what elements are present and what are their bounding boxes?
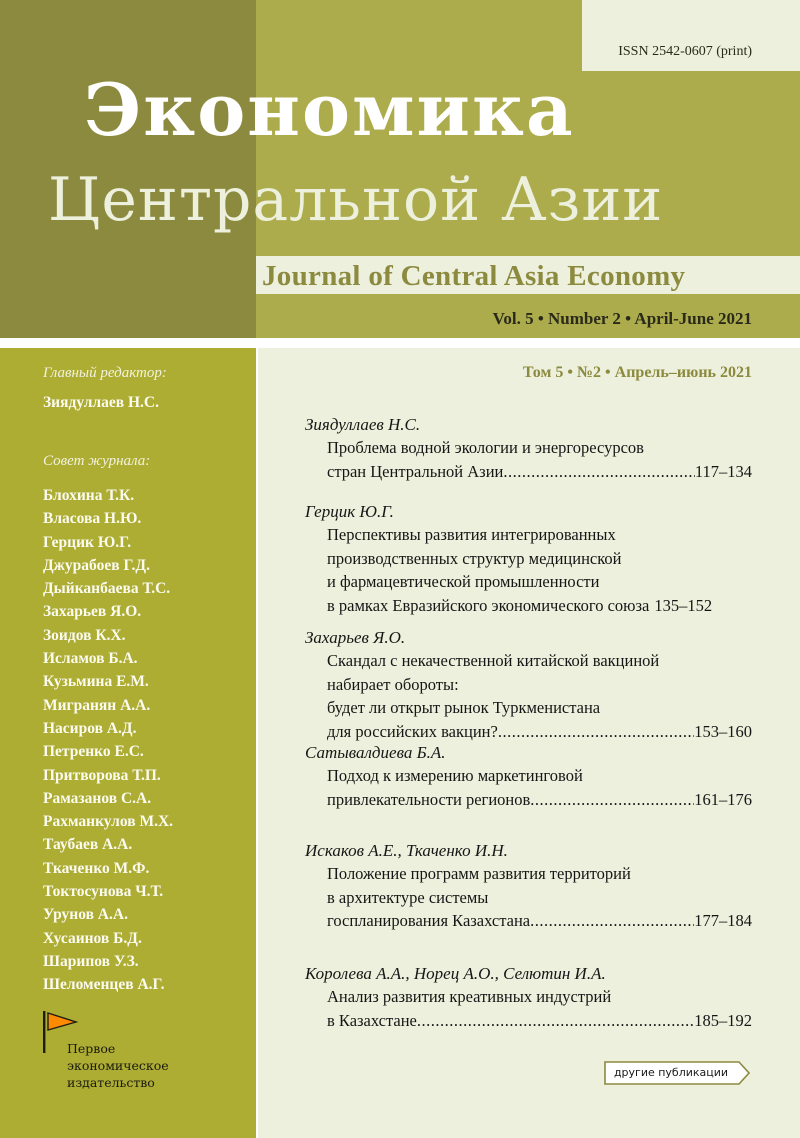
board-member: Притворова Т.П.: [43, 766, 161, 784]
article-title-line: Проблема водной экологии и энергоресурсов: [327, 438, 644, 457]
article-pages: 135–152: [654, 595, 713, 615]
board-member: Ткаченко М.Ф.: [43, 859, 150, 877]
board-label: Совет журнала:: [43, 453, 151, 469]
article-title-line: Скандал с некачественной китайской вакциной: [327, 651, 660, 670]
article-title-line: Подход к измерению маркетинговой: [327, 766, 583, 785]
article-title-line: привлекательности регионов: [327, 789, 531, 809]
article-title-last-line: [305, 788, 752, 812]
board-member: Таубаев А.А.: [43, 836, 133, 854]
editor-name: Зиядуллаев Н.С.: [43, 394, 159, 411]
article-title-last-line: [305, 720, 752, 744]
toc-entry[interactable]: [305, 501, 752, 617]
divider: [0, 338, 800, 348]
article-pages: 153–160: [694, 721, 752, 741]
journal-title-en: Journal of Central Asia Economy: [262, 260, 686, 292]
issue-info-ru: Том 5 • №2 • Апрель–июнь 2021: [522, 364, 752, 381]
board-member: Дыйканбаева Т.С.: [43, 580, 171, 598]
article-title-line: Положение программ развития территорий: [327, 864, 631, 883]
article-title-line: набирает обороты:: [327, 674, 459, 694]
article-title-last-line: [305, 594, 752, 618]
article-authors: Зиядуллаев Н.С.: [305, 415, 421, 434]
more-publications-button[interactable]: [604, 1061, 750, 1085]
board-member: Рахманкулов М.Х.: [43, 813, 174, 831]
toc-entry[interactable]: [305, 840, 752, 933]
board-member: Мигранян А.А.: [43, 696, 151, 714]
article-title-line: Анализ развития креативных индустрий: [327, 987, 612, 1006]
toc-entry[interactable]: [305, 963, 752, 1032]
issn-number: ISSN 2542-0607 (print): [618, 44, 752, 59]
article-title-last-line: [305, 909, 752, 933]
article-authors: Сатывалдиева Б.А.: [305, 743, 446, 762]
toc-entry[interactable]: [305, 627, 752, 743]
board-member: Хусаинов Б.Д.: [43, 929, 142, 947]
article-title-line: производственных структур медицинской: [327, 548, 622, 568]
article-title-line: в рамках Евразийского экономического союза: [327, 595, 650, 615]
journal-title-ru-line1: Экономика: [84, 67, 575, 152]
article-pages: 177–184: [694, 911, 752, 930]
board-member: Токтосунова Ч.Т.: [43, 883, 164, 901]
board-member: Рамазанов С.А.: [43, 789, 152, 807]
article-pages: 185–192: [694, 1010, 752, 1030]
board-member: Насиров А.Д.: [43, 719, 137, 737]
board-member: Захарьев Я.О.: [43, 603, 142, 621]
article-pages: 161–176: [694, 789, 752, 809]
board-member: Кузьмина Е.М.: [43, 673, 149, 691]
board-member: Герцик Ю.Г.: [43, 533, 132, 551]
dot-leader: [530, 909, 694, 933]
more-publications-label: другие публикации: [613, 1066, 729, 1079]
board-member: Шарипов У.З.: [43, 952, 139, 970]
article-title-line: госпланирования Казахстана: [327, 911, 531, 930]
journal-title-ru-line2: Центральной Азии: [48, 165, 664, 235]
article-authors: Герцик Ю.Г.: [305, 502, 394, 521]
article-authors: Искаков А.Е., Ткаченко И.Н.: [305, 841, 508, 860]
dot-leader: [503, 460, 695, 484]
board-member: Шеломенцев А.Г.: [43, 976, 165, 994]
article-pages: 117–134: [694, 461, 752, 481]
board-member: Джурабоев Г.Д.: [43, 556, 150, 574]
article-title-last-line: [305, 1009, 752, 1033]
article-title-line: Перспективы развития интегрированных: [327, 525, 616, 544]
dot-leader: [417, 1009, 694, 1033]
editorial-board-list: [43, 484, 173, 997]
article-title-line: в Казахстане: [327, 1010, 417, 1030]
dot-leader: [530, 788, 694, 812]
issue-info-en: Vol. 5 • Number 2 • April-June 2021: [492, 309, 752, 328]
issn-box: [582, 0, 800, 71]
article-title-line: будет ли открыт рынок Туркменистана: [327, 698, 601, 717]
publisher-name: Первое экономическое издательство: [67, 1041, 169, 1090]
board-member: Урунов А.А.: [43, 906, 128, 924]
board-member: Петренко Е.С.: [43, 743, 144, 761]
board-member: Власова Н.Ю.: [43, 510, 142, 528]
article-title-line: в архитектуре системы: [327, 887, 489, 907]
toc-entry[interactable]: [305, 742, 752, 811]
board-member: Блохина Т.К.: [43, 487, 135, 504]
article-authors: Королева А.А., Норец А.О., Селютин И.А.: [305, 964, 606, 983]
board-member: Зоидов К.Х.: [43, 626, 126, 644]
article-title-line: и фармацевтической промышленности: [327, 572, 600, 591]
article-title-line: стран Центральной Азии: [327, 461, 504, 481]
article-title-line: для российских вакцин?: [327, 721, 498, 741]
dot-leader: [498, 720, 694, 744]
editor-label: Главный редактор:: [43, 365, 167, 381]
article-title-last-line: [305, 460, 752, 484]
toc-entry[interactable]: [305, 414, 752, 483]
article-authors: Захарьев Я.О.: [305, 628, 406, 647]
board-member: Исламов Б.А.: [43, 650, 138, 668]
